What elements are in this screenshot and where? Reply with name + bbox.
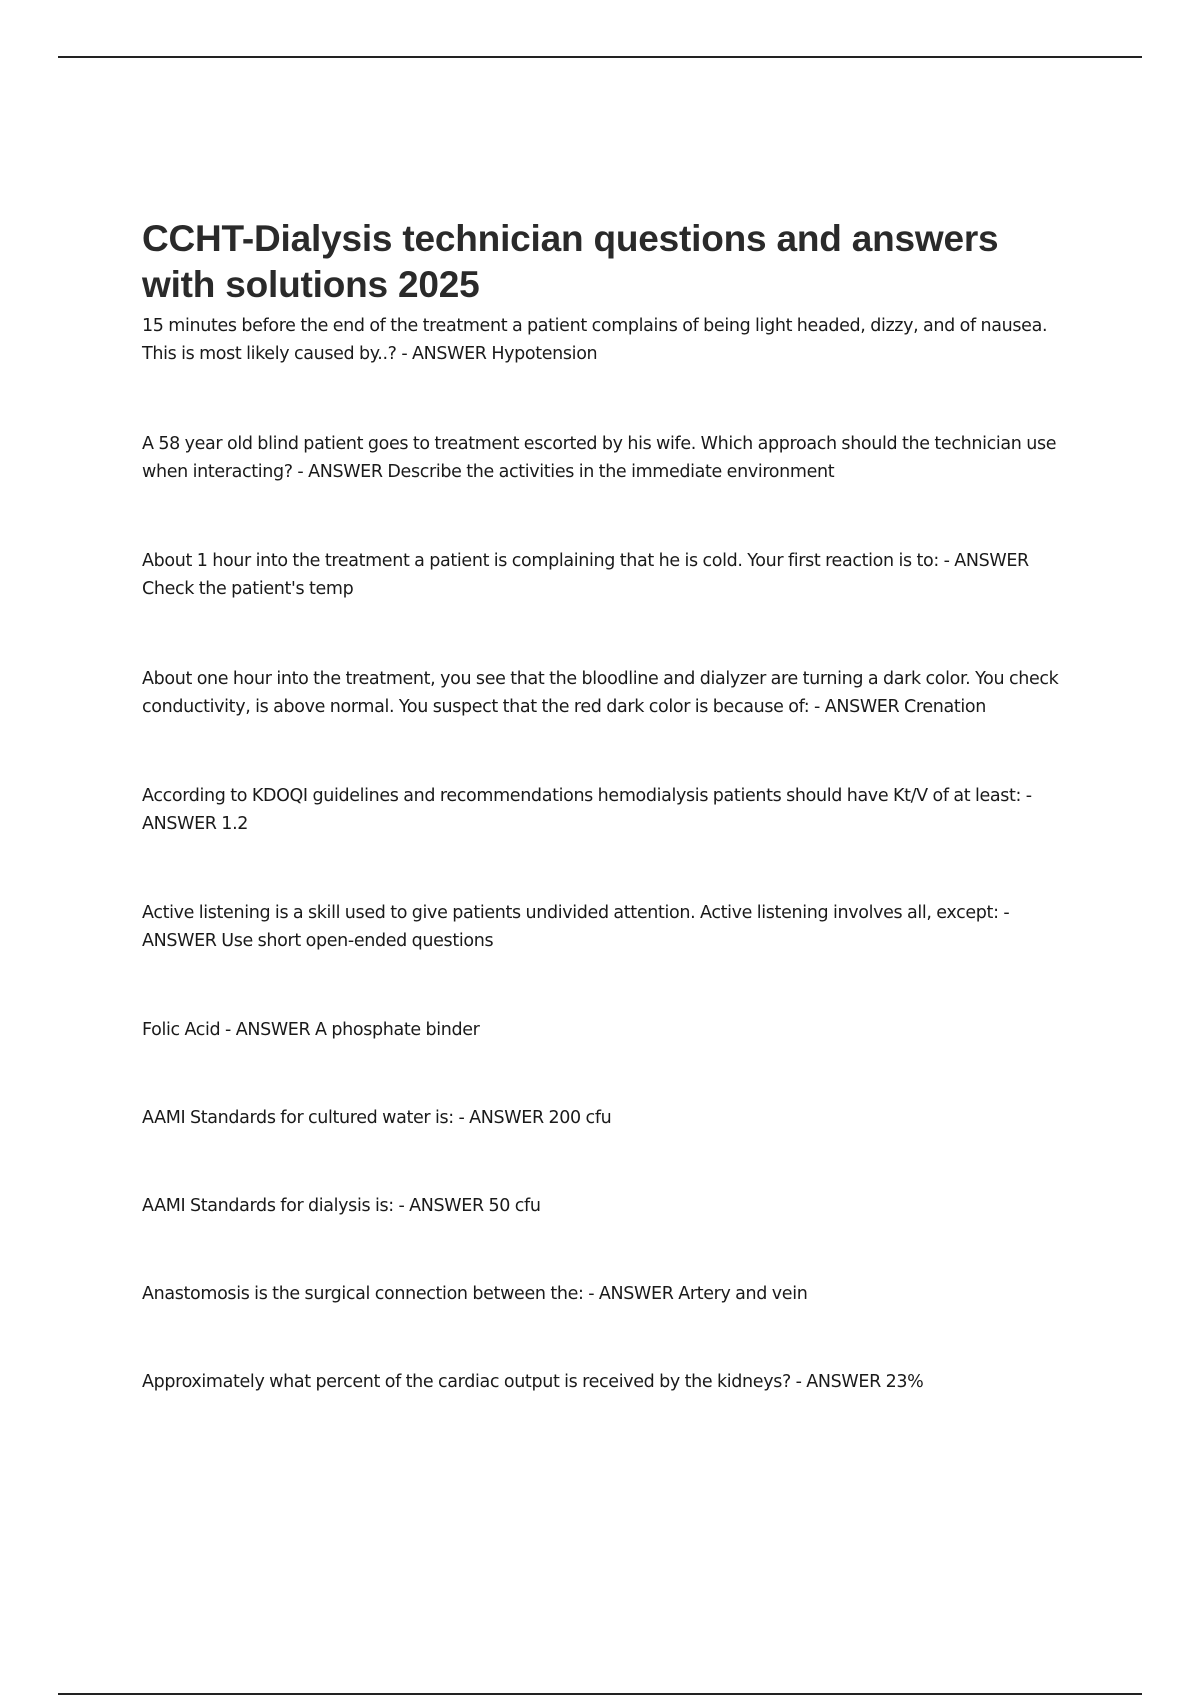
qa-item: AAMI Standards for dialysis is: - ANSWER 50 cfu xyxy=(142,1196,541,1216)
qa-item: Active listening is a skill used to give patients undivided attention. Active listening involves all, except: - ANSWER Use short open-ended questions xyxy=(142,903,1010,951)
qa-item: Approximately what percent of the cardiac output is received by the kidneys? - ANSWER 23% xyxy=(142,1372,924,1392)
qa-item: 15 minutes before the end of the treatment a patient complains of being light headed, dizzy, and of nausea. This is most likely caused by..? - ANSWER Hypotension xyxy=(142,316,1048,364)
qa-item: Anastomosis is the surgical connection between the: - ANSWER Artery and vein xyxy=(142,1284,808,1304)
qa-item: Folic Acid - ANSWER A phosphate binder xyxy=(142,1020,480,1040)
qa-item: According to KDOQI guidelines and recommendations hemodialysis patients should have Kt/V of at least: - ANSWER 1.2 xyxy=(142,786,1032,834)
qa-item: AAMI Standards for cultured water is: - ANSWER 200 cfu xyxy=(142,1108,612,1128)
qa-list xyxy=(142,312,1072,1396)
bottom-rule xyxy=(58,1693,1142,1695)
qa-item: About one hour into the treatment, you see that the bloodline and dialyzer are turning a dark color. You check conductivity, is above normal. You suspect that the red dark color is because of: - ANSWER Crenation xyxy=(142,669,1059,717)
qa-item: About 1 hour into the treatment a patient is complaining that he is cold. Your first reaction is to: - ANSWER Check the patient's temp xyxy=(142,551,1029,599)
document-body xyxy=(142,216,1072,1396)
document-title: CCHT-Dialysis technician questions and answers with solutions 2025 xyxy=(142,218,999,305)
top-rule xyxy=(58,56,1142,58)
qa-item: A 58 year old blind patient goes to treatment escorted by his wife. Which approach should the technician use when interacting? - ANSWER Describe the activities in the immediate environment xyxy=(142,434,1057,482)
